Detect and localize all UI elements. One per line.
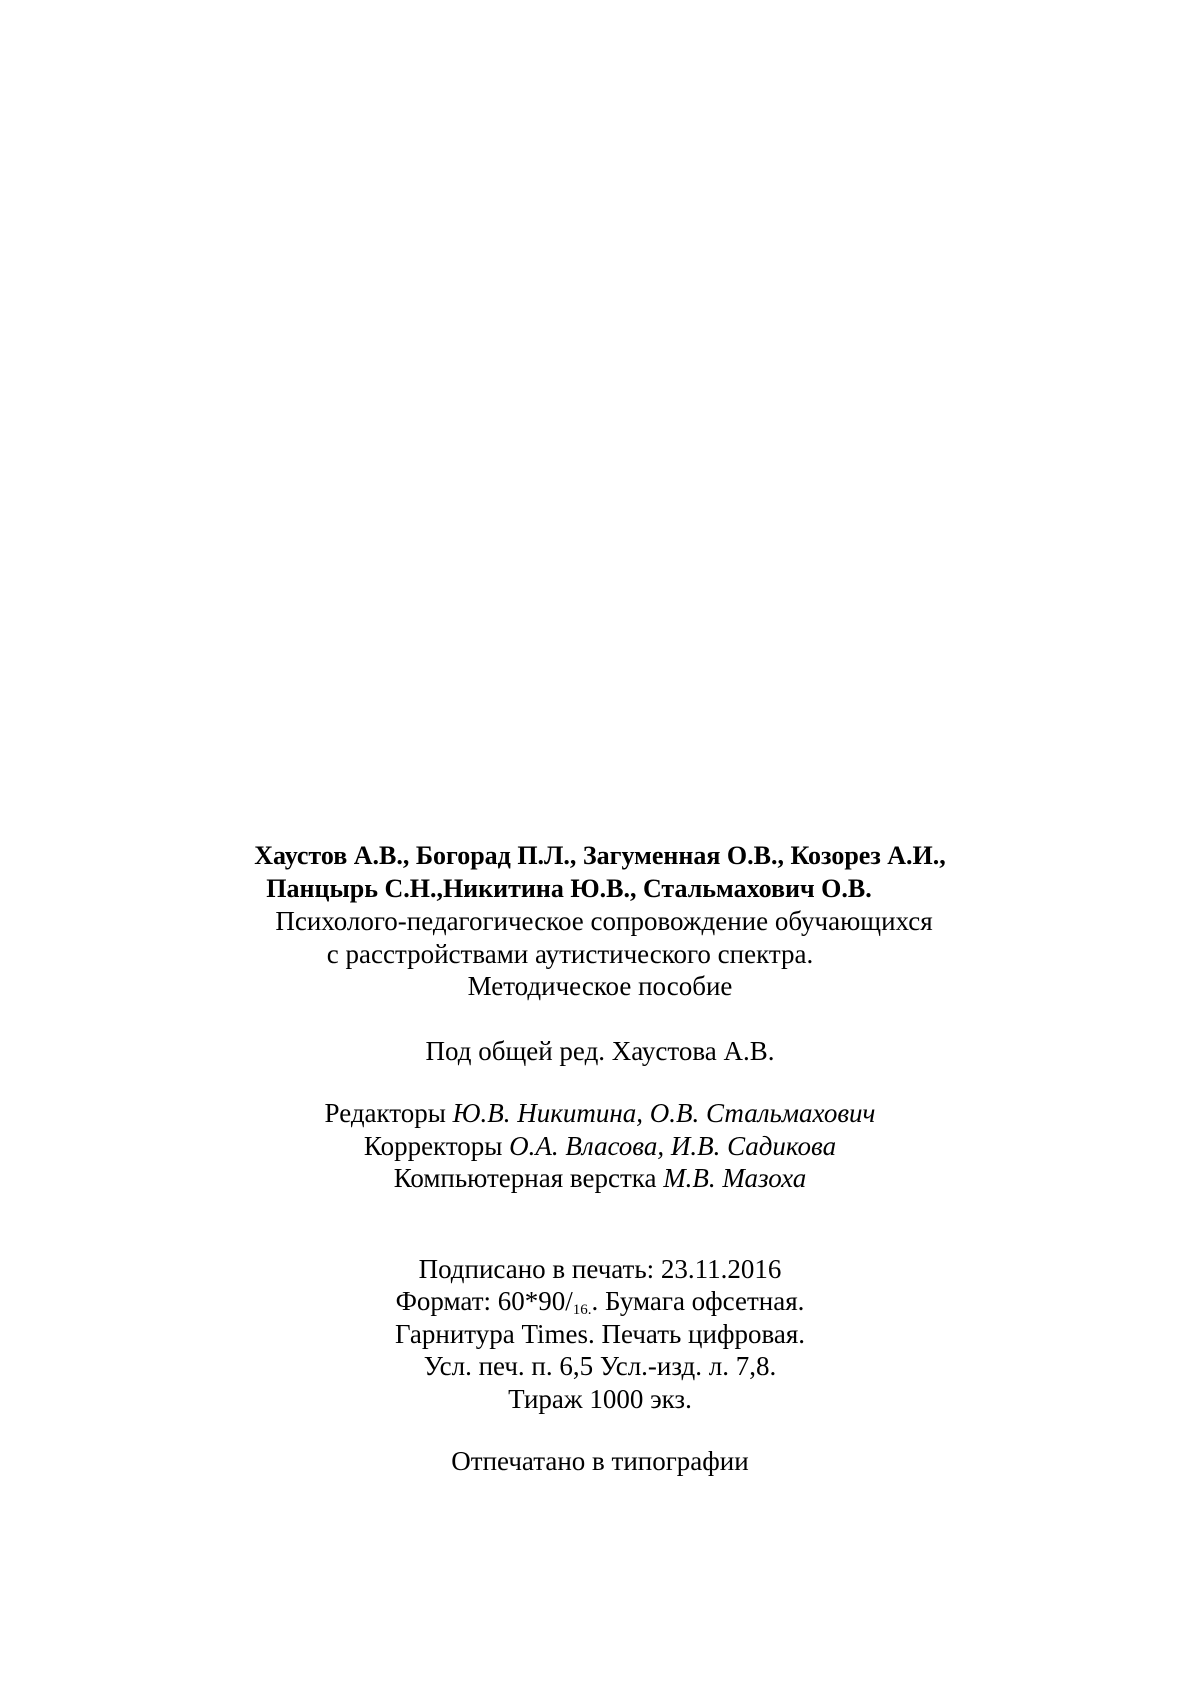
title-line-2: с расстройствами аутистического спектра. (326, 938, 814, 969)
format-subscript: 16. (572, 1302, 592, 1318)
printed-at: Отпечатано в типографии (451, 1446, 749, 1476)
sheets-line: Усл. печ. п. 6,5 Усл.-изд. л. 7,8. (423, 1351, 777, 1381)
colophon (0, 840, 1200, 1478)
layout-line (0, 1162, 1200, 1195)
spacer (0, 1003, 1200, 1035)
layout-label: Компьютерная верстка (393, 1163, 657, 1193)
editors-label: Редакторы (324, 1098, 446, 1128)
editors-line (0, 1097, 1200, 1130)
format-prefix: Формат: 60*90/ (395, 1286, 573, 1316)
format-suffix: . Бумага офсетная. (591, 1286, 805, 1316)
authors-line-2: Панцырь С.Н.,Никитина Ю.В., Стальмахович О.В. (266, 873, 872, 903)
authors-line-1: Хаустов А.В., Богорад П.Л., Загуменная О.В., Козорез А.И., (254, 841, 946, 870)
circulation-line: Тираж 1000 экз. (508, 1383, 692, 1414)
correctors-label: Корректоры (363, 1130, 503, 1161)
staff-block (0, 1097, 1200, 1195)
layout-names: М.В. Мазоха (663, 1163, 807, 1193)
correctors-names: О.А. Власова, И.В. Садикова (509, 1130, 837, 1161)
title-line-1: Психолого-педагогическое сопровождение обучающихся (275, 906, 933, 936)
title-block (0, 905, 1200, 1003)
correctors-line (0, 1130, 1200, 1163)
general-editor: Под общей ред. Хаустова А.В. (425, 1035, 775, 1066)
print-info-block (0, 1253, 1200, 1416)
authors-block (0, 840, 1200, 905)
format-line (0, 1285, 1200, 1318)
typeface-line: Гарнитура Times. Печать цифровая. (394, 1318, 805, 1349)
spacer (0, 1415, 1200, 1445)
title-subtitle: Методическое пособие (467, 971, 733, 1001)
signed-to-print: Подписано в печать: 23.11.2016 (418, 1253, 782, 1284)
editors-names: Ю.В. Никитина, О.В. Стальмахович (452, 1098, 876, 1128)
spacer (0, 1195, 1200, 1253)
spacer (0, 1067, 1200, 1097)
